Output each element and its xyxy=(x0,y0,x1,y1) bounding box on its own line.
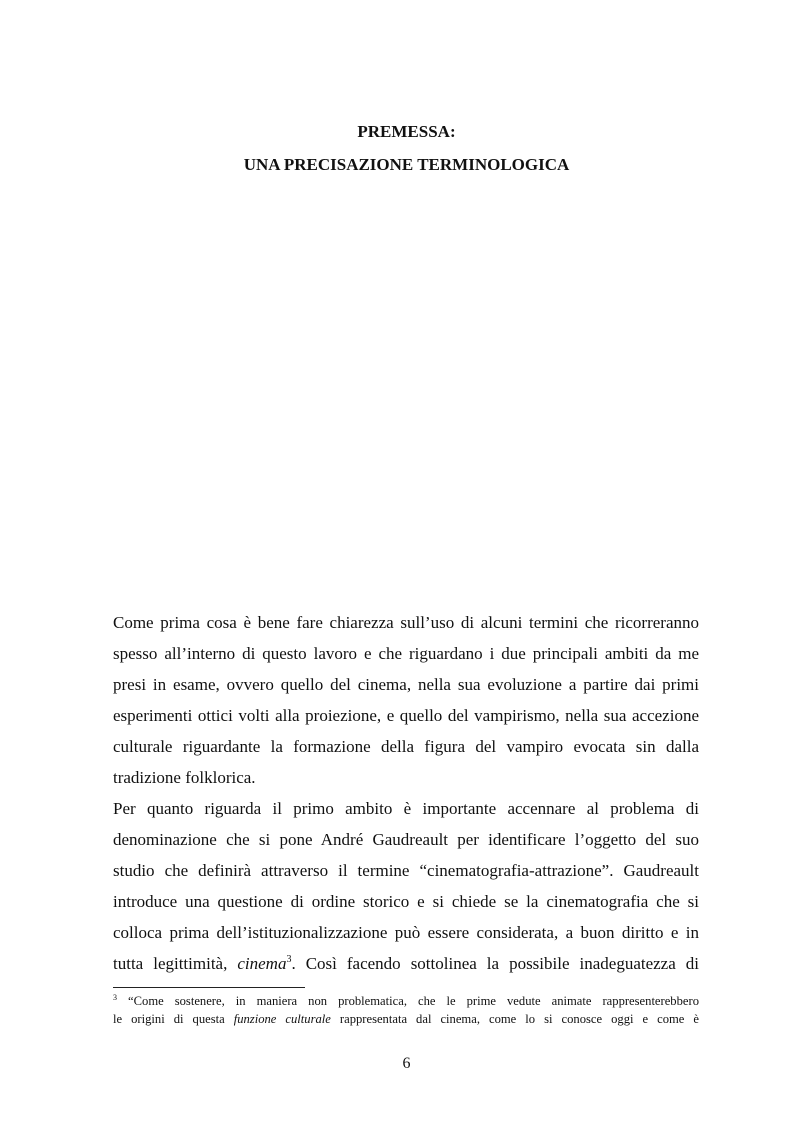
footnote-text: rappresentata dal cinema, come lo si conosce oggi e come è xyxy=(330,1012,699,1026)
text-line: introduce una questione di ordine storico e si chiede se la cinematografia che si xyxy=(113,892,699,911)
text-line: Come prima cosa è bene fare chiarezza sull’uso di alcuni termini che ricorreranno xyxy=(113,613,699,632)
title-line-1: PREMESSA: xyxy=(357,122,456,141)
text-line: spesso all’interno di questo lavoro e che riguardano i due principali ambiti da me xyxy=(113,644,699,663)
text-line: culturale riguardante la formazione della figura del vampiro evocata sin dalla xyxy=(113,737,699,756)
title-line-2: UNA PRECISAZIONE TERMINOLOGICA xyxy=(243,155,570,174)
text-line: esperimenti ottici volti alla proiezione, e quello del vampirismo, nella sua accezione xyxy=(113,706,699,725)
footnote-line-2 xyxy=(113,1010,699,1028)
text-fragment: tutta legittimità, xyxy=(113,954,238,973)
text-line: denominazione che si pone André Gaudreault per identificare l’oggetto del suo xyxy=(113,830,699,849)
footnote-italic-term: funzione culturale xyxy=(233,1012,331,1026)
text-line: presi in esame, ovvero quello del cinema, nella sua evoluzione a partire dai primi xyxy=(113,675,699,694)
footnote-text: le origini di questa xyxy=(113,1012,234,1026)
italic-term: cinema xyxy=(237,954,287,973)
page-number: 6 xyxy=(402,1055,411,1072)
text-fragment: . Così facendo sottolinea la possibile inadeguatezza di xyxy=(291,954,700,973)
footnote-number: 3 xyxy=(113,993,117,1002)
footnote-line-1 xyxy=(113,992,699,1010)
text-line-with-footnote-ref xyxy=(113,948,699,979)
text-line: Per quanto riguarda il primo ambito è importante accennare al problema di xyxy=(113,799,699,818)
footnote-reference[interactable]: 3 xyxy=(286,954,292,965)
chapter-title xyxy=(0,115,793,181)
footnote xyxy=(113,992,699,1028)
paragraph-1 xyxy=(113,607,699,793)
footnote-text: “Come sostenere, in maniera non problematica, che le prime vedute animate rappresenterebbero xyxy=(128,994,699,1008)
footnote-separator xyxy=(113,987,305,988)
body-text xyxy=(113,607,699,979)
text-line: studio che definirà attraverso il termine “cinematografia-attrazione”. Gaudreault xyxy=(113,861,699,880)
paragraph-2 xyxy=(113,793,699,979)
text-line: tradizione folklorica. xyxy=(113,768,256,787)
text-line: colloca prima dell’istituzionalizzazione può essere considerata, a buon diritto e in xyxy=(113,923,699,942)
